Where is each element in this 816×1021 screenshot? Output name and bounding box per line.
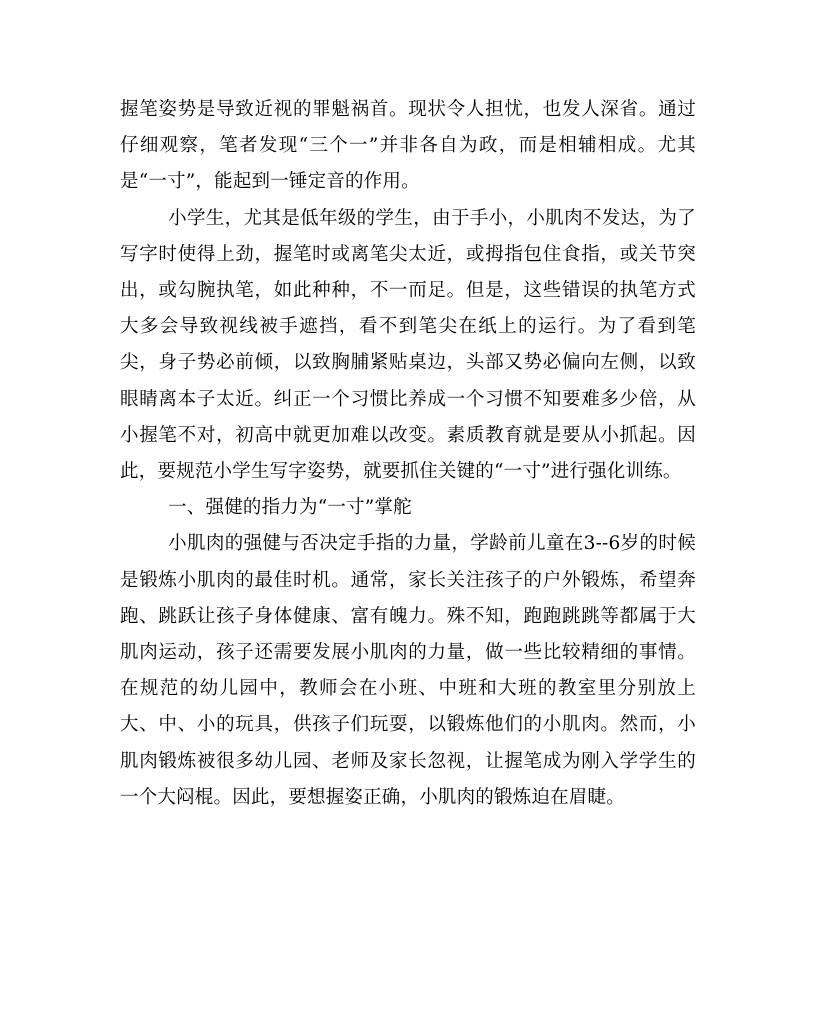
paragraph-intro-continuation: 握笔姿势是导致近视的罪魁祸首。现状令人担忧，也发人深省。通过仔细观察，笔者发现“三个一”并非各自为政，而是相辅相成。尤其是“一寸”，能起到一锤定音的作用。 xyxy=(120,99,696,193)
paragraph-pupil-problems: 小学生，尤其是低年级的学生，由于手小，小肌肉不发达，为了写字时使得上劲，握笔时或离笔尖太近，或拇指包住食指，或关节突出，或勾腕执笔，如此种种，不一而足。但是，这些错误的执笔方式大多会导致视线被手遮挡，看不到笔尖在纸上的运行。为了看到笔尖，身子势必前倾，以致胸脯紧贴桌边，头部又势必偏向左侧，以致眼睛离本子太近。纠正一个习惯比养成一个习惯不知要难多少倍，从小握笔不对，初高中就更加难以改变。素质教育就是要从小抓起。因此，要规范小学生写字姿势，就要抓住关键的“一寸”进行强化训练。 xyxy=(120,207,696,483)
paragraph-small-muscle: 小肌肉的强健与否决定手指的力量，学龄前儿童在3--6岁的时候是锻炼小肌肉的最佳时机。通常，家长关注孩子的户外锻炼，希望奔跑、跳跃让孩子身体健康、富有魄力。殊不知，跑跑跳跳等都属于大肌肉运动，孩子还需要发展小肌肉的力量，做一些比较精细的事情。在规范的幼儿园中，教师会在小班、中班和大班的教室里分别放上大、中、小的玩具，供孩子们玩耍，以锻炼他们的小肌肉。然而，小肌肉锻炼被很多幼儿园、老师及家长忽视，让握笔成为刚入学学生的一个大闷棍。因此，要想握姿正确，小肌肉的锻炼迫在眉睫。 xyxy=(120,533,696,808)
section-heading: 一、强健的指力为“一寸”掌舵 xyxy=(168,497,412,519)
body-text xyxy=(120,92,696,816)
